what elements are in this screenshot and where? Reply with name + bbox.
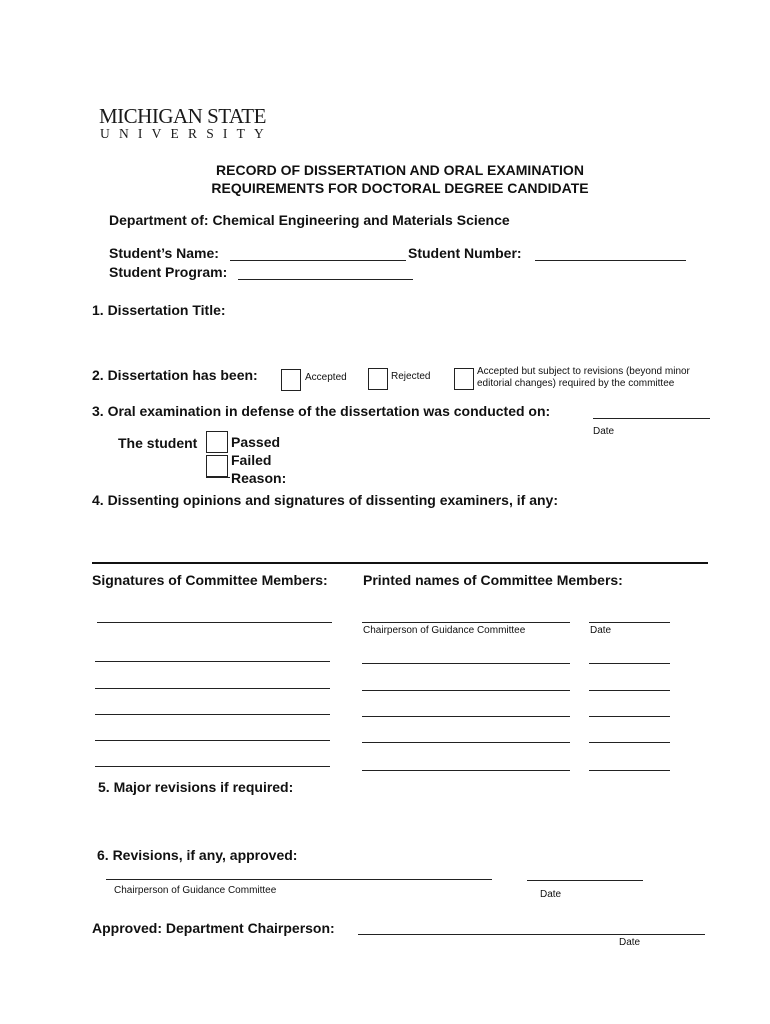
committee-date-line[interactable] [589,663,670,664]
committee-date-line[interactable] [589,690,670,691]
revisions-chairperson-caption: Chairperson of Guidance Committee [114,885,277,896]
committee-signature-line[interactable] [95,714,330,715]
approval-date-caption: Date [619,937,641,948]
department-chairperson-signature-line[interactable] [358,934,705,935]
university-logo-wordmark: MICHIGAN STATE [99,104,266,128]
form-title-line-1: RECORD OF DISSERTATION AND ORAL EXAMINATION [216,162,584,178]
accepted-with-revisions-checkbox[interactable] [454,368,474,390]
failed-label: Failed [231,452,272,468]
revisions-date-caption: Date [540,889,562,900]
accepted-checkbox[interactable] [281,369,301,391]
accepted-with-revisions-label-line-2: editorial changes) required by the committee [477,378,675,389]
reason-label: Reason: [231,470,287,486]
dissertation-title-label: 1. Dissertation Title: [92,302,226,318]
chairperson-caption: Chairperson of Guidance Committee [363,625,526,636]
rejected-label: Rejected [391,371,431,382]
passed-checkbox[interactable] [206,431,228,453]
oral-exam-label: 3. Oral examination in defense of the dissertation was conducted on: [92,403,551,419]
department-line: Department of: Chemical Engineering and Materials Science [109,212,510,228]
form-title-line-2: REQUIREMENTS FOR DOCTORAL DEGREE CANDIDATE [211,180,589,196]
dissenting-signature-line[interactable] [92,562,708,564]
revisions-approved-label: 6. Revisions, if any, approved: [97,847,298,863]
oral-exam-date-caption: Date [593,426,615,437]
committee-date-line[interactable] [589,622,670,623]
printed-names-heading: Printed names of Committee Members: [363,572,623,588]
accepted-with-revisions-label-line-1: Accepted but subject to revisions (beyond minor [477,366,690,377]
student-program-label: Student Program: [109,264,228,280]
revisions-chairperson-signature-line[interactable] [106,879,492,880]
committee-date-line[interactable] [589,716,670,717]
student-name-field[interactable] [230,260,406,261]
committee-signature-line[interactable] [95,688,330,689]
dissertation-status-label: 2. Dissertation has been: [92,367,258,383]
failed-checkbox[interactable] [206,455,228,477]
student-number-field[interactable] [535,260,686,261]
committee-printed-name-line[interactable] [362,663,570,664]
rejected-checkbox[interactable] [368,368,388,390]
student-result-label: The student [118,435,198,451]
committee-signature-line[interactable] [95,740,330,741]
reason-bracket [206,477,230,478]
student-name-label: Student’s Name: [109,245,219,261]
dissenting-opinions-label: 4. Dissenting opinions and signatures of dissenting examiners, if any: [92,492,558,508]
signatures-heading: Signatures of Committee Members: [92,572,328,588]
university-logo-subtitle: UNIVERSITY [100,126,273,141]
committee-signature-line[interactable] [95,766,330,767]
committee-signature-line[interactable] [97,622,332,623]
accepted-label: Accepted [305,372,347,383]
oral-exam-date-field[interactable] [593,418,710,419]
student-program-field[interactable] [238,279,413,280]
approval-label: Approved: Department Chairperson: [92,920,335,936]
student-number-label: Student Number: [408,245,522,261]
committee-signature-line[interactable] [95,661,330,662]
committee-printed-name-line[interactable] [362,742,570,743]
major-revisions-label: 5. Major revisions if required: [98,779,294,795]
committee-printed-name-line[interactable] [362,716,570,717]
committee-printed-name-line[interactable] [362,770,570,771]
committee-date-line[interactable] [589,742,670,743]
committee-date-caption: Date [590,625,612,636]
committee-printed-name-line[interactable] [362,622,570,623]
committee-printed-name-line[interactable] [362,690,570,691]
committee-date-line[interactable] [589,770,670,771]
revisions-date-line[interactable] [527,880,643,881]
passed-label: Passed [231,434,281,450]
